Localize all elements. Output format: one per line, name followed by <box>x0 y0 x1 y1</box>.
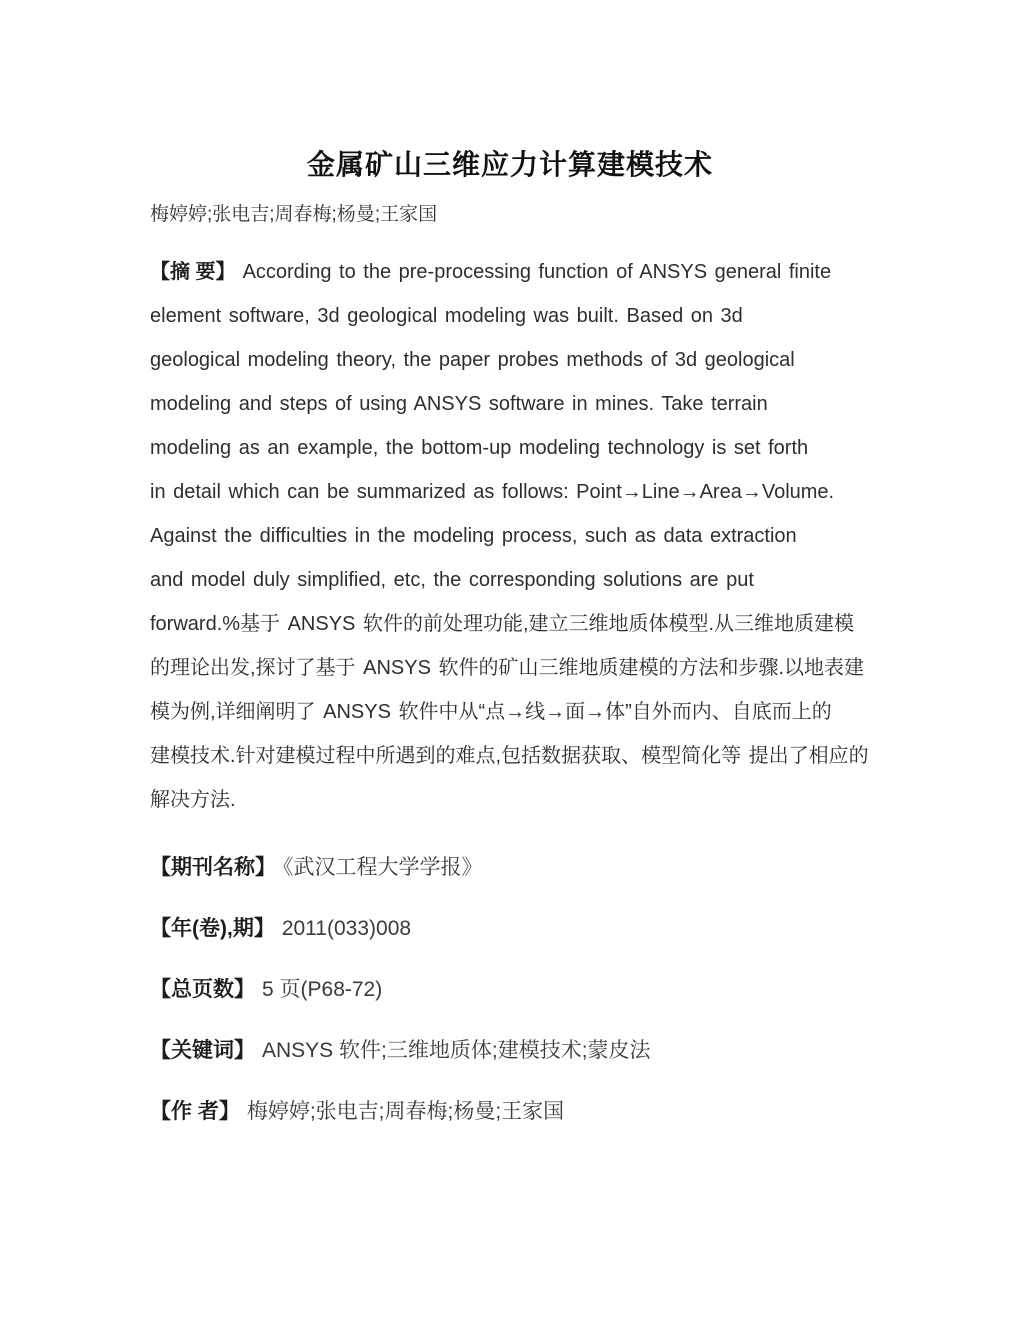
field-label: 【作 者】 <box>150 1100 240 1123</box>
abstract-line: in detail which can be summarized as follows: Point→Line→Area→Volume. <box>150 481 835 503</box>
authors-line: 梅婷婷;张电吉;周春梅;杨曼;王家国 <box>150 204 438 225</box>
metadata-section <box>150 851 890 1156</box>
abstract-line: geological modeling theory, the paper probes methods of 3d geological <box>150 349 795 371</box>
field-journal-name <box>150 851 890 879</box>
page-title: 金属矿山三维应力计算建模技术 <box>306 148 713 180</box>
abstract-line: 的理论出发,探讨了基于 ANSYS 软件的矿山三维地质建模的方法和步骤.以地表建 <box>150 657 865 679</box>
abstract-line: Against the difficulties in the modeling process, such as data extraction <box>150 525 797 547</box>
abstract-line: modeling and steps of using ANSYS software in mines. Take terrain <box>150 393 768 415</box>
field-authors <box>150 1095 890 1123</box>
field-value: ANSYS 软件;三维地质体;建模技术;蒙皮法 <box>262 1039 651 1062</box>
field-value: 2011(033)008 <box>281 917 412 940</box>
abstract-section <box>150 250 890 822</box>
field-label: 【总页数】 <box>150 978 255 1001</box>
abstract-line: forward.%基于 ANSYS 软件的前处理功能,建立三维地质体模型.从三维地质建模 <box>150 613 855 635</box>
field-total-pages <box>150 973 890 1001</box>
field-keywords <box>150 1034 890 1062</box>
field-label: 【关键词】 <box>150 1039 255 1062</box>
field-value: 《武汉工程大学学报》 <box>283 856 483 879</box>
abstract-line: element software, 3d geological modeling was built. Based on 3d <box>150 305 743 327</box>
abstract-line: modeling as an example, the bottom-up modeling technology is set forth <box>150 437 809 459</box>
abstract-line: 模为例,详细阐明了 ANSYS 软件中从“点→线→面→体”自外而内、自底而上的 <box>150 701 832 723</box>
field-label: 【年(卷),期】 <box>150 917 275 940</box>
abstract-text: According to the pre-processing function of ANSYS general finite <box>242 261 832 283</box>
abstract-line: 建模技术.针对建模过程中所遇到的难点,包括数据获取、模型简化等 提出了相应的 <box>150 745 869 767</box>
field-value: 梅婷婷;张电吉;周春梅;杨曼;王家国 <box>246 1100 565 1123</box>
abstract-label: 【摘 要】 <box>150 261 236 283</box>
field-value: 5 页(P68-72) <box>262 978 383 1001</box>
abstract-line: 解决方法. <box>150 789 236 811</box>
abstract-line <box>150 250 890 294</box>
abstract-line: and model duly simplified, etc, the corresponding solutions are put <box>150 569 754 591</box>
field-label: 【期刊名称】 <box>150 856 276 879</box>
field-year-volume-issue <box>150 912 890 940</box>
